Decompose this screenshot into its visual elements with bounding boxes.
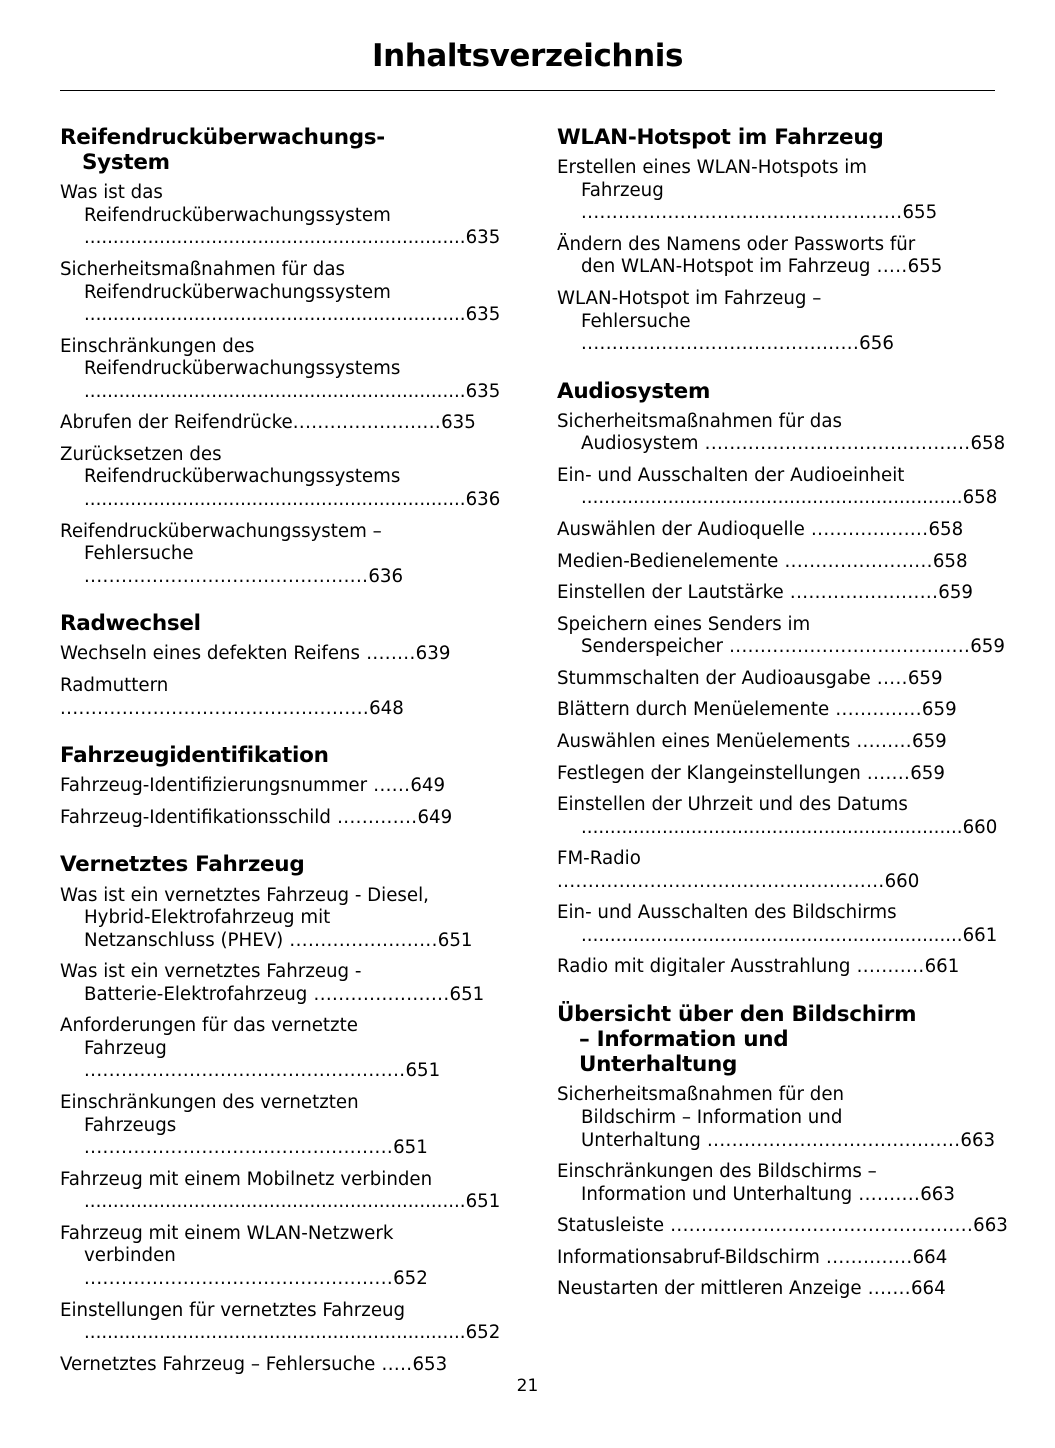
toc-entry[interactable] — [557, 1247, 1008, 1270]
toc-entry[interactable] — [60, 182, 511, 250]
toc-entry[interactable] — [60, 1015, 511, 1083]
toc-entry-line: Bildschirm – Information und — [581, 1107, 843, 1129]
toc-page-number: 658 — [932, 550, 968, 572]
toc-section-title: Reifendrucküberwachungs- System — [60, 125, 511, 175]
toc-page-number: 635 — [465, 304, 501, 326]
toc-entry[interactable] — [60, 885, 511, 953]
toc-leader-dots: ............. — [330, 806, 418, 828]
toc-leader-dots: ...... — [367, 775, 411, 797]
toc-leader-dots: ........................ — [283, 929, 438, 951]
toc-entry-line: Fahrzeug ....................................................655 — [581, 179, 938, 224]
toc-entry-line: Sicherheitsmaßnahmen für das — [60, 258, 345, 280]
toc-section-title: Fahrzeugidentifikation — [60, 743, 329, 769]
toc-page-number: 655 — [902, 202, 938, 224]
toc-entry-line: Radmuttern ..................................................648 — [60, 674, 404, 719]
toc-leader-dots: ..... — [870, 256, 908, 278]
toc-entry-line: Neustarten der mittleren Anzeige .......664 — [557, 1278, 946, 1300]
toc-entry[interactable] — [557, 731, 1008, 754]
toc-entry-line: Abrufen der Reifendrücke........................635 — [60, 412, 476, 434]
toc-page-number: 660 — [884, 870, 920, 892]
toc-entry-line: Anforderungen für das vernetzte — [60, 1015, 358, 1037]
toc-leader-dots: ........................ — [783, 582, 939, 604]
toc-leader-dots: ......... — [850, 730, 912, 752]
toc-page-number: 651 — [405, 1060, 441, 1082]
toc-leader-dots: .................................................. — [60, 697, 370, 719]
toc-leader-dots: .............................................. — [84, 565, 369, 587]
toc-entry-line: Ein- und Ausschalten der Audioeinheit — [557, 464, 905, 486]
toc-entry-line: ..................................................................651 — [84, 1191, 501, 1213]
page-header — [60, 0, 995, 74]
toc-leader-dots: ....................................... — [722, 636, 971, 658]
toc-entry-line: Was ist ein vernetztes Fahrzeug - — [60, 961, 362, 983]
toc-entry-line: Ein- und Ausschalten des Bildschirms — [557, 902, 897, 924]
toc-page-number: 661 — [924, 956, 960, 978]
toc-entry-line: Auswählen der Audioquelle ...................658 — [557, 519, 964, 541]
toc-entry-line: Medien-Bedienelemente ........................658 — [557, 550, 968, 572]
toc-page-number: 655 — [907, 256, 943, 278]
toc-column-left — [60, 125, 511, 1385]
toc-entry[interactable] — [557, 902, 1008, 947]
toc-leader-dots: ..... — [375, 1353, 413, 1375]
toc-entry-line: Fahrzeug mit einem WLAN-Netzwerk — [60, 1222, 394, 1244]
toc-page-number: 649 — [410, 775, 446, 797]
toc-entry[interactable] — [557, 551, 1008, 574]
toc-entry[interactable] — [557, 1215, 1008, 1238]
toc-entry-line: Erstellen eines WLAN-Hotspots im — [557, 157, 867, 179]
toc-entry-line: Einschränkungen des vernetzten — [60, 1092, 359, 1114]
toc-entry-line: Speichern eines Senders im — [557, 613, 811, 635]
toc-leader-dots: ................... — [804, 519, 929, 541]
toc-entry[interactable] — [60, 1092, 511, 1160]
toc-entry-line: ..................................................................660 — [581, 816, 998, 838]
toc-leader-dots: .................................................. — [84, 1267, 394, 1289]
toc-page-number: 651 — [437, 929, 473, 951]
toc-entry-line: Informationsabruf-Bildschirm ..............664 — [557, 1246, 948, 1268]
toc-entry[interactable] — [557, 582, 1008, 605]
toc-entry[interactable] — [60, 521, 511, 589]
toc-entry-line: ..................................................................652 — [84, 1322, 501, 1344]
toc-page-number: 653 — [412, 1353, 448, 1375]
toc-section — [60, 838, 511, 1376]
toc-section — [557, 988, 1008, 1301]
toc-entry-line: WLAN-Hotspot im Fahrzeug – — [557, 287, 822, 309]
toc-entry[interactable] — [557, 1278, 1008, 1301]
toc-entry-line: Sicherheitsmaßnahmen für den — [557, 1084, 845, 1106]
toc-leader-dots: .......... — [852, 1183, 921, 1205]
toc-section-title: Audiosystem — [557, 378, 711, 404]
toc-page-number: 664 — [910, 1278, 946, 1300]
toc-page-number: 635 — [465, 227, 501, 249]
toc-entry-line: ..................................................................635 — [84, 304, 501, 326]
toc-entry-line: Fahrzeug mit einem Mobilnetz verbinden — [60, 1168, 433, 1190]
toc-leader-dots: ........................................... — [698, 433, 971, 455]
toc-page-number: 663 — [920, 1183, 955, 1205]
toc-entry[interactable] — [557, 668, 1008, 691]
toc-page-number: 648 — [369, 697, 404, 719]
toc-entry-line: Fahrzeug ....................................................651 — [84, 1037, 441, 1082]
toc-entry[interactable] — [557, 956, 1008, 979]
toc-page-number: 659 — [938, 582, 973, 604]
toc-leader-dots: .............. — [829, 699, 922, 721]
toc-page-number: 658 — [962, 487, 998, 509]
toc-leader-dots: ........... — [850, 956, 925, 978]
toc-page-number: 658 — [970, 433, 1006, 455]
toc-leader-dots: .................................................... — [84, 1060, 406, 1082]
toc-page-number: 663 — [973, 1215, 1008, 1237]
toc-entry-line: Reifendrucküberwachungssystems — [84, 358, 401, 380]
toc-page-number: 636 — [465, 489, 501, 511]
toc-leader-dots: ....... — [860, 762, 911, 784]
toc-page-number: 636 — [368, 565, 404, 587]
toc-page-number: 656 — [859, 333, 894, 355]
header-divider — [60, 90, 995, 91]
toc-page-number: 652 — [465, 1322, 501, 1344]
toc-entry[interactable] — [557, 1161, 1008, 1206]
toc-section — [60, 597, 511, 720]
toc-entry-line: Einstellen der Uhrzeit und des Datums — [557, 794, 908, 816]
toc-entry-line: Sicherheitsmaßnahmen für das — [557, 410, 842, 432]
toc-entry-line: Was ist ein vernetztes Fahrzeug - Diesel, — [60, 884, 429, 906]
page-number: 21 — [516, 1376, 539, 1396]
toc-entry[interactable] — [60, 1300, 511, 1345]
toc-leader-dots: ............................................. — [581, 333, 860, 355]
toc-entry-line: ..................................................................635 — [84, 380, 501, 402]
toc-leader-dots: ........................ — [292, 412, 442, 434]
toc-entry[interactable] — [557, 699, 1008, 722]
toc-entry[interactable] — [557, 519, 1008, 542]
toc-page-number: 659 — [921, 699, 957, 721]
toc-entry-line: Wechseln eines defekten Reifens ........639 — [60, 643, 451, 665]
toc-section-title-line: Unterhaltung — [579, 1052, 738, 1078]
toc-leader-dots: ..................................................... — [557, 870, 885, 892]
toc-entry[interactable] — [557, 288, 1008, 356]
toc-entry[interactable] — [557, 848, 1008, 893]
toc-entry-line: ..................................................................636 — [84, 489, 501, 511]
toc-entry-line: Reifendrucküberwachungssystem — [84, 204, 391, 226]
toc-leader-dots: ......................................... — [700, 1129, 961, 1151]
toc-entry[interactable] — [60, 961, 511, 1006]
toc-entry-line: Fahrzeug-Identifikationsschild .............649 — [60, 806, 453, 828]
toc-entry-line: Einschränkungen des — [60, 335, 255, 357]
toc-page-number: 649 — [417, 806, 453, 828]
toc-page-number: 651 — [465, 1191, 501, 1213]
toc-leader-dots: ........ — [360, 643, 416, 665]
toc-entry-line: Fehlersuche ..............................................636 — [84, 543, 404, 587]
toc-section-title-line: System — [82, 150, 170, 176]
toc-entry-line: Fehlersuche .............................................656 — [581, 310, 894, 355]
toc-page-number: 664 — [912, 1246, 948, 1268]
toc-page-number: 651 — [449, 983, 485, 1005]
toc-entry[interactable] — [557, 411, 1008, 456]
toc-entry[interactable] — [557, 234, 1008, 279]
toc-entry-line: Stummschalten der Audioausgabe .....659 — [557, 667, 943, 689]
toc-section — [60, 125, 511, 588]
toc-entry-line: ..................................................................661 — [581, 924, 998, 946]
toc-entry-line: Fahrzeugs ..................................................651 — [84, 1114, 428, 1159]
toc-entry-line: ..................................................................635 — [84, 227, 501, 249]
toc-page-number: 659 — [910, 762, 945, 784]
toc-entry[interactable] — [60, 675, 511, 720]
toc-entry-line: Reifendrucküberwachungssystem – — [60, 520, 382, 542]
toc-entry-line: Zurücksetzen des — [60, 443, 222, 465]
toc-entry-line: Einschränkungen des Bildschirms – — [557, 1161, 877, 1183]
toc-entry-line: Einstellen der Lautstärke ........................659 — [557, 582, 973, 604]
toc-columns — [60, 125, 1008, 1385]
toc-leader-dots: .................................................... — [581, 202, 903, 224]
toc-entry[interactable] — [60, 336, 511, 404]
toc-entry-line: Fahrzeug-Identifizierungsnummer ......649 — [60, 775, 446, 797]
page-title: Inhaltsverzeichnis — [371, 38, 684, 74]
toc-section-title: WLAN-Hotspot im Fahrzeug — [557, 125, 884, 150]
toc-page-number: 635 — [465, 380, 501, 402]
toc-entry[interactable] — [60, 259, 511, 327]
toc-entry-line: Reifendrucküberwachungssystem — [84, 281, 391, 303]
toc-section-title: Radwechsel — [60, 611, 201, 637]
toc-page-number: 639 — [415, 643, 451, 665]
toc-entry-line: Vernetztes Fahrzeug – Fehlersuche .....653 — [60, 1353, 448, 1375]
toc-entry[interactable] — [557, 1084, 1008, 1152]
toc-entry[interactable] — [60, 807, 511, 830]
toc-section-title-line: – Information und — [579, 1027, 789, 1053]
toc-entry[interactable] — [60, 444, 511, 512]
toc-entry[interactable] — [557, 794, 1008, 839]
toc-entry[interactable] — [557, 465, 1008, 510]
toc-page-number: 663 — [960, 1129, 996, 1151]
toc-entry[interactable] — [557, 763, 1008, 786]
toc-entry-line: Information und Unterhaltung ..........663 — [581, 1183, 955, 1205]
toc-entry-line: Senderspeicher .......................................659 — [581, 636, 1005, 658]
toc-leader-dots: ................................................. — [664, 1215, 974, 1237]
toc-page-number: 652 — [393, 1267, 428, 1289]
toc-page-number: 660 — [962, 816, 998, 838]
toc-entry-line: Audiosystem ...........................................658 — [581, 433, 1006, 455]
toc-entry-line: Reifendrucküberwachungssystems — [84, 466, 401, 488]
toc-entry[interactable] — [557, 157, 1008, 225]
toc-entry-line: Unterhaltung .........................................663 — [581, 1129, 996, 1151]
toc-leader-dots: ..... — [870, 667, 908, 689]
toc-entry-line: den WLAN-Hotspot im Fahrzeug .....655 — [581, 256, 943, 278]
page-footer — [0, 1376, 1055, 1396]
toc-entry-line: Radio mit digitaler Ausstrahlung ...........661 — [557, 956, 960, 978]
toc-leader-dots: .............. — [819, 1246, 913, 1268]
toc-entry[interactable] — [60, 412, 511, 435]
toc-entry-line: Auswählen eines Menüelements .........659 — [557, 730, 947, 752]
toc-section-title: Vernetztes Fahrzeug — [60, 852, 305, 878]
toc-column-right — [557, 125, 1008, 1385]
toc-entry-line: verbinden ..................................................652 — [84, 1245, 428, 1289]
toc-page-number: 651 — [393, 1137, 428, 1159]
toc-leader-dots: ........................ — [778, 550, 933, 572]
toc-entry[interactable] — [60, 775, 511, 798]
toc-entry-line: Blättern durch Menüelemente ..............659 — [557, 699, 957, 721]
toc-entry-line: Festlegen der Klangeinstellungen .......659 — [557, 762, 945, 784]
toc-entry[interactable] — [60, 1169, 511, 1214]
toc-entry-line: FM-Radio .....................................................660 — [557, 848, 920, 892]
toc-entry[interactable] — [60, 1223, 511, 1291]
toc-section — [557, 365, 1008, 979]
toc-leader-dots: .................................................. — [84, 1137, 394, 1159]
toc-page-number: 635 — [441, 412, 476, 434]
toc-entry[interactable] — [60, 1354, 511, 1377]
toc-page-number: 661 — [962, 924, 998, 946]
toc-section — [557, 125, 1008, 356]
toc-entry[interactable] — [557, 614, 1008, 659]
toc-entry-line: Ändern des Namens oder Passworts für — [557, 233, 916, 255]
toc-page-number: 658 — [928, 519, 964, 541]
toc-page-number: 659 — [912, 730, 947, 752]
toc-entry-line: Batterie-Elektrofahrzeug ......................651 — [84, 983, 485, 1005]
toc-section — [60, 729, 511, 829]
toc-entry-line: Einstellungen für vernetztes Fahrzeug — [60, 1299, 406, 1321]
toc-leader-dots: ...................... — [307, 983, 450, 1005]
toc-entry-line: Hybrid-Elektrofahrzeug mit — [84, 907, 331, 929]
toc-entry-line: Was ist das — [60, 182, 163, 204]
toc-entry-line: Netzanschluss (PHEV) ........................651 — [84, 929, 473, 951]
toc-page-number: 659 — [907, 667, 943, 689]
toc-leader-dots: ....... — [861, 1278, 911, 1300]
toc-entry[interactable] — [60, 643, 511, 666]
toc-section-title: Übersicht über den Bildschirm – Information und Unterhaltung — [557, 988, 1008, 1077]
toc-entry-line: ..................................................................658 — [581, 487, 998, 509]
toc-page-number: 659 — [970, 636, 1005, 658]
toc-entry-line: Statusleiste .................................................663 — [557, 1215, 1008, 1237]
